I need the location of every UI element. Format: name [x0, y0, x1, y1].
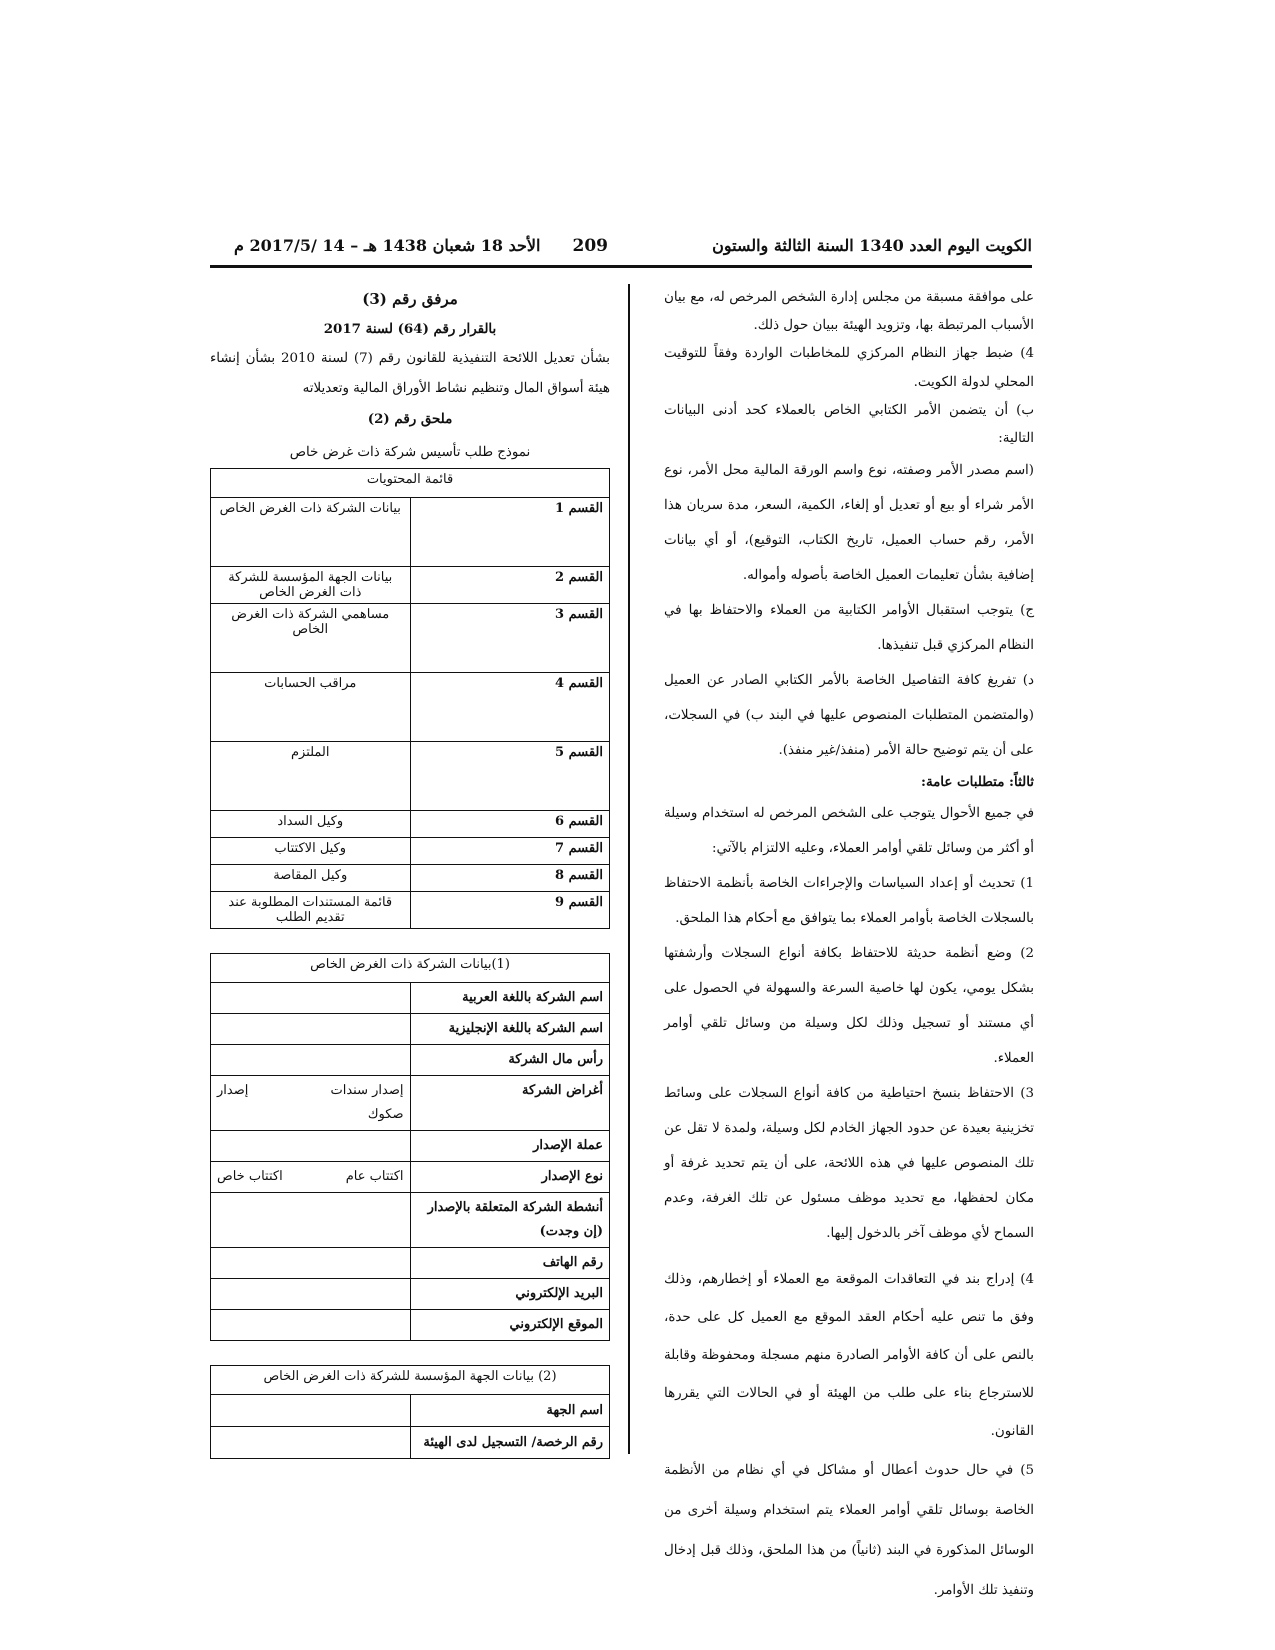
paragraph: في جميع الأحوال يتوجب على الشخص المرخص له استخدام وسيلة أو أكثر من وسائل تلقي أوامر العملاء، وعليه الالتزام بالآتي:: [664, 806, 1034, 857]
table-row: [211, 1162, 610, 1193]
field-label: اسم الشركة باللغة الإنجليزية: [410, 1014, 610, 1045]
paragraph: 4) إدراج بند في التعاقدات الموقعة مع العملاء أو إخطارهم، وذلك وفق ما تنص عليه أحكام العقد الموقع مع العميل كل على حدة، بالنص على أن كافة الأوامر الصادرة منهم مسجلة ومحفوظة وقابلة للاسترجاع بناء على طلب من الهيئة أو في الحالات التي يقررها القانون.: [664, 1272, 1034, 1440]
issue-type-options[interactable]: [211, 1162, 411, 1193]
field-label: اسم الشركة باللغة العربية: [410, 983, 610, 1014]
column-divider: [628, 284, 630, 1454]
annex-number: ملحق رقم (2): [367, 411, 453, 427]
paragraph: ب) أن يتضمن الأمر الكتابي الخاص بالعملاء كحد أدنى البيانات التالية:: [664, 402, 1034, 447]
page-header: [210, 236, 1032, 264]
form-title: نموذج طلب تأسيس شركة ذات غرض خاص: [289, 445, 531, 460]
table-row: [211, 742, 610, 811]
table-row: [211, 604, 610, 673]
paragraph: 1) تحديث أو إعداد السياسات والإجراءات الخاصة بأنظمة الاحتفاظ بالسجلات الخاصة بأوامر العملاء بما يتوافق مع أحكام هذا الملحق.: [664, 876, 1034, 927]
currency-field[interactable]: [211, 1131, 411, 1162]
section-label: وكيل السداد: [211, 811, 411, 838]
table-row: [211, 838, 610, 865]
company-name-ar-field[interactable]: [211, 983, 411, 1014]
section-label: بيانات الجهة المؤسسة للشركة ذات الغرض الخاص: [211, 567, 411, 604]
annex-title: مرفق رقم (3): [362, 290, 458, 308]
field-label: اسم الجهة: [410, 1395, 610, 1427]
contents-table: [210, 468, 610, 929]
field-label: أنشطة الشركة المتعلقة بالإصدار (إن وجدت): [410, 1193, 610, 1248]
company-data-table: [210, 953, 610, 1341]
field-label: رأس مال الشركة: [410, 1045, 610, 1076]
section-number: القسم 6: [410, 811, 610, 838]
capital-field[interactable]: [211, 1045, 411, 1076]
field-label: أغراض الشركة: [410, 1076, 610, 1131]
table-row: [211, 498, 610, 567]
section-number: القسم 5: [410, 742, 610, 811]
section-label: الملتزم: [211, 742, 411, 811]
purpose-option[interactable]: إصدار سندات: [330, 1083, 404, 1098]
section-number: القسم 2: [410, 567, 610, 604]
annex-column: [210, 284, 610, 1459]
section-number: القسم 9: [410, 892, 610, 929]
issue-type-option[interactable]: اكتتاب عام: [345, 1169, 404, 1184]
entity-name-field[interactable]: [211, 1395, 411, 1427]
table-row: [211, 1395, 610, 1427]
field-label: رقم الرخصة/ التسجيل لدى الهيئة: [410, 1427, 610, 1459]
table-row: [211, 811, 610, 838]
section-number: القسم 1: [410, 498, 610, 567]
table-row: [211, 1427, 610, 1459]
section-label: مساهمي الشركة ذات الغرض الخاص: [211, 604, 411, 673]
table-row: [211, 865, 610, 892]
purpose-option[interactable]: صكوك: [367, 1107, 404, 1122]
section-label: وكيل المقاصة: [211, 865, 411, 892]
section-number: القسم 3: [410, 604, 610, 673]
table-row: [211, 1248, 610, 1279]
gazette-issue: الكويت اليوم العدد 1340 السنة الثالثة والستون: [712, 236, 1032, 255]
header-rule: [210, 265, 1032, 268]
paragraph: (اسم مصدر الأمر وصفته، نوع واسم الورقة المالية محل الأمر، نوع الأمر شراء أو بيع أو تعديل أو إلغاء، الكمية، السعر، مدة سريان هذا الأمر، رقم حساب العميل، تاريخ الكتاب، التوقيع)، أو أي بيانات إضافية بشأن تعليمات العميل الخاصة بأصوله وأمواله.: [664, 463, 1034, 584]
phone-field[interactable]: [211, 1248, 411, 1279]
field-label: الموقع الإلكتروني: [410, 1310, 610, 1341]
field-label: عملة الإصدار: [410, 1131, 610, 1162]
paragraph: ج) يتوجب استقبال الأوامر الكتابية من العملاء والاحتفاظ بها في النظام المركزي قبل تنفيذها.: [664, 603, 1034, 654]
paragraph: 2) وضع أنظمة حديثة للاحتفاظ بكافة أنواع السجلات وأرشفتها بشكل يومي، يكون لها خاصية السرعة والسهولة في الحصول على أي مستند أو تسجيل وذلك لكل وسيلة من وسائل تلقي أوامر العملاء.: [664, 946, 1034, 1067]
paragraph: 4) ضبط جهاز النظام المركزي للمخاطبات الواردة وفقاً للتوقيت المحلي لدولة الكويت.: [664, 346, 1034, 390]
section-label: بيانات الشركة ذات الغرض الخاص: [211, 498, 411, 567]
field-label: رقم الهاتف: [410, 1248, 610, 1279]
founder-table-header: (2) بيانات الجهة المؤسسة للشركة ذات الغرض الخاص: [211, 1366, 610, 1395]
issue-date: الأحد 18 شعبان 1438 هـ – 14 /2017/5 م: [234, 236, 541, 255]
founder-data-table: [210, 1365, 610, 1459]
section-heading: ثالثاً: متطلبات عامة:: [921, 774, 1034, 791]
field-label: نوع الإصدار: [410, 1162, 610, 1193]
email-field[interactable]: [211, 1279, 411, 1310]
purposes-options[interactable]: [211, 1076, 411, 1131]
license-field[interactable]: [211, 1427, 411, 1459]
table-row: [211, 673, 610, 742]
body-text-column: [664, 284, 1034, 1611]
purpose-option[interactable]: إصدار: [217, 1083, 249, 1098]
table-row: [211, 983, 610, 1014]
paragraph: 3) الاحتفاظ بنسخ احتياطية من كافة أنواع السجلات على وسائط تخزينية بعيدة عن حدود الجهاز الخادم لكل وسيلة، ولمدة لا تقل عن تلك المنصوص عليها في هذه اللائحة، على أن يتم تحديد غرفة أو مكان لحفظها، مع تحديد موظف مسئول عن تلك الغرفة، وعدم السماح لأي موظف آخر بالدخول إليها.: [664, 1086, 1034, 1242]
table-row: [211, 1076, 610, 1131]
company-name-en-field[interactable]: [211, 1014, 411, 1045]
decision-subject: بشأن تعديل اللائحة التنفيذية للقانون رقم (7) لسنة 2010 بشأن إنشاء هيئة أسواق المال وتنظيم نشاط الأوراق المالية وتعديلاته: [210, 351, 611, 396]
field-label: البريد الإلكتروني: [410, 1279, 610, 1310]
table-row: [211, 567, 610, 604]
issue-type-option[interactable]: اكتتاب خاص: [217, 1169, 283, 1184]
website-field[interactable]: [211, 1310, 411, 1341]
company-table-header: (1)بيانات الشركة ذات الغرض الخاص: [211, 954, 610, 983]
section-label: وكيل الاكتتاب: [211, 838, 411, 865]
section-number: القسم 7: [410, 838, 610, 865]
table-row: [211, 892, 610, 929]
table-row: [211, 1310, 610, 1341]
decision-number: بالقرار رقم (64) لسنة 2017: [323, 321, 497, 337]
table-row: [211, 1045, 610, 1076]
table-row: [211, 1131, 610, 1162]
paragraph: على موافقة مسبقة من مجلس إدارة الشخص المرخص له، مع بيان الأسباب المرتبطة بها، وتزويد الهيئة ببيان حول ذلك.: [664, 290, 1034, 334]
table-row: [211, 1193, 610, 1248]
paragraph: 5) في حال حدوث أعطال أو مشاكل في أي نظام من الأنظمة الخاصة بوسائل تلقي أوامر العملاء يتم استخدام وسيلة أخرى من الوسائل المذكورة في البند (ثانياً) من هذا الملحق، وذلك قبل إدخال وتنفيذ تلك الأوامر.: [664, 1463, 1034, 1599]
contents-header: قائمة المحتويات: [211, 469, 610, 498]
page-number: 209: [572, 236, 608, 256]
annex-heading: [210, 284, 610, 468]
paragraph: د) تفريغ كافة التفاصيل الخاصة بالأمر الكتابي الصادر عن العميل (والمتضمن المتطلبات المنصوص عليها في البند ب) في السجلات، على أن يتم توضيح حالة الأمر (منفذ/غير منفذ).: [664, 673, 1034, 759]
section-label: مراقب الحسابات: [211, 673, 411, 742]
section-number: القسم 8: [410, 865, 610, 892]
section-label: قائمة المستندات المطلوبة عند تقديم الطلب: [211, 892, 411, 929]
section-number: القسم 4: [410, 673, 610, 742]
activities-field[interactable]: [211, 1193, 411, 1248]
table-row: [211, 1279, 610, 1310]
table-row: [211, 1014, 610, 1045]
